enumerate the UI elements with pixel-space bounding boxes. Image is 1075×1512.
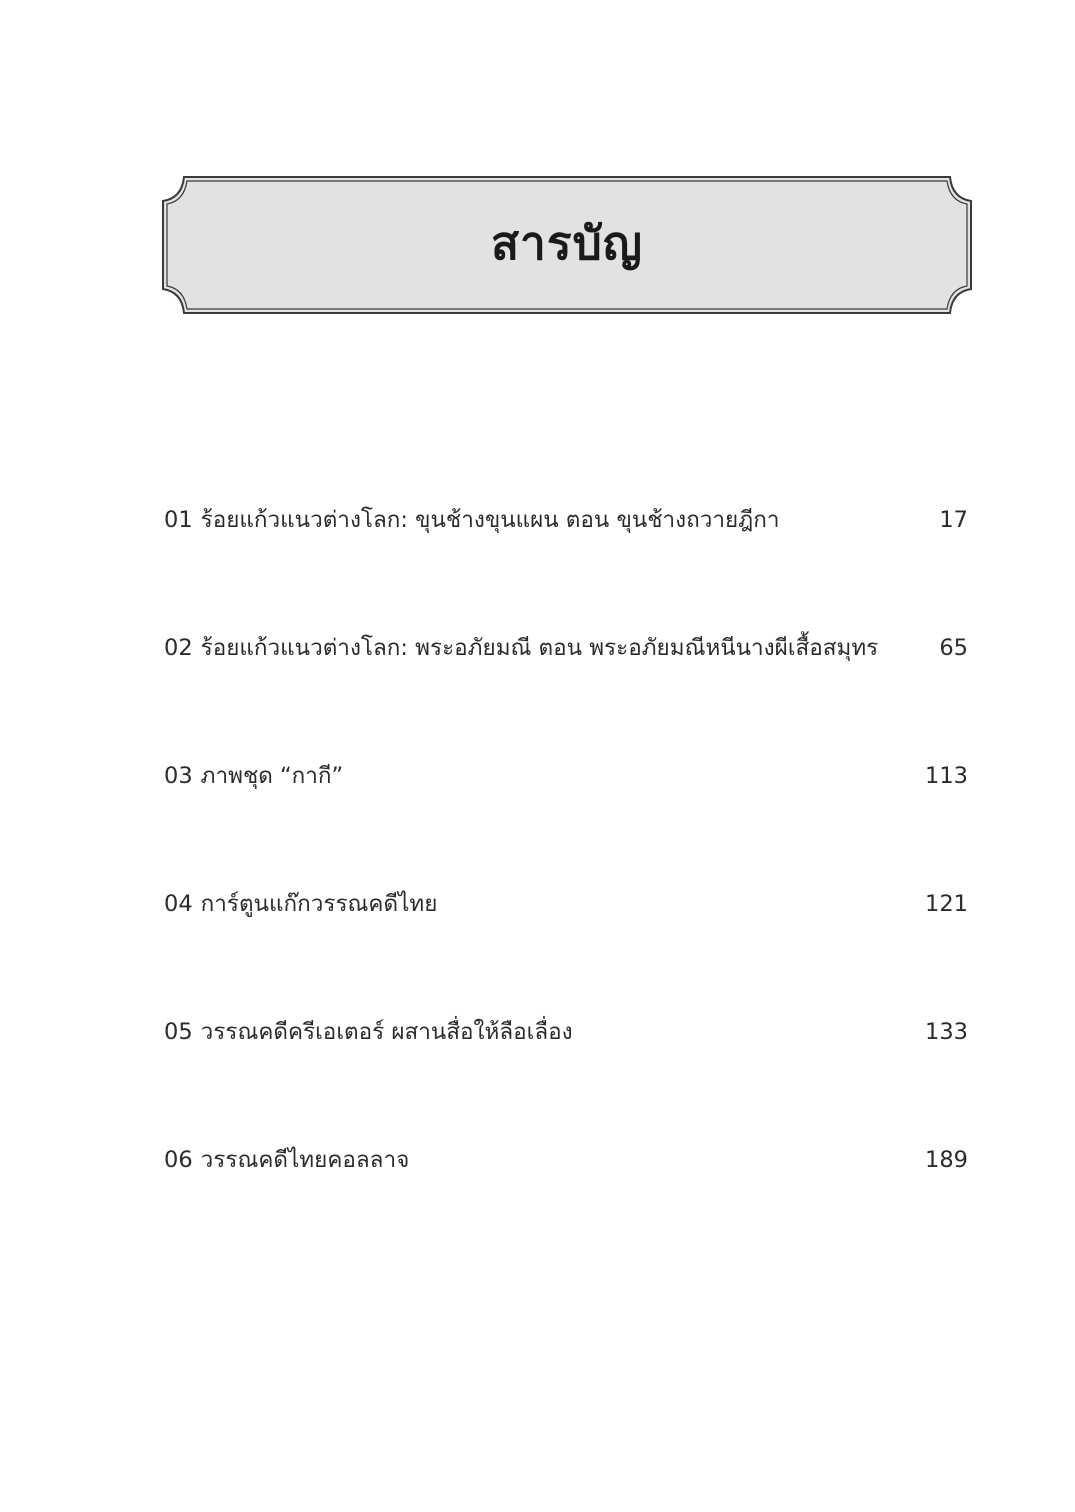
toc-page-number: 189 [925, 1147, 968, 1173]
toc-page-number: 113 [925, 763, 968, 789]
toc-item-05[interactable] [164, 1010, 970, 1138]
toc-item-06[interactable] [164, 1138, 970, 1266]
toc-entry [164, 498, 780, 542]
toc-item-01[interactable] [164, 498, 970, 626]
toc-page-number: 65 [939, 635, 968, 661]
toc-entry [164, 882, 437, 926]
title-banner [160, 174, 974, 316]
toc-page-number: 121 [925, 891, 968, 917]
toc-item-02[interactable] [164, 626, 970, 754]
toc-number: 04 [164, 891, 193, 917]
page-title: สารบัญ [490, 215, 643, 270]
toc-title: การ์ตูนแก๊กวรรณคดีไทย [200, 891, 438, 917]
toc-page-number: 133 [925, 1019, 968, 1045]
table-of-contents [164, 498, 970, 1266]
toc-title: ร้อยแก้วแนวต่างโลก: ขุนช้างขุนแผน ตอน ขุนช้างถวายฎีกา [200, 507, 780, 533]
toc-number: 01 [164, 507, 193, 533]
toc-number: 06 [164, 1147, 193, 1173]
toc-entry [164, 754, 343, 798]
toc-title: ภาพชุด “กากี” [200, 763, 344, 789]
toc-number: 05 [164, 1019, 193, 1045]
toc-page-number: 17 [939, 507, 968, 533]
toc-number: 03 [164, 763, 193, 789]
toc-entry [164, 1010, 573, 1054]
toc-title: ร้อยแก้วแนวต่างโลก: พระอภัยมณี ตอน พระอภัยมณีหนีนางผีเสื้อสมุทร [200, 635, 879, 661]
toc-title: วรรณคดีครีเอเตอร์ ผสานสื่อให้ลือเลื่อง [200, 1019, 573, 1045]
toc-entry [164, 1138, 409, 1182]
toc-item-03[interactable] [164, 754, 970, 882]
toc-item-04[interactable] [164, 882, 970, 1010]
toc-entry [164, 626, 878, 670]
toc-number: 02 [164, 635, 193, 661]
toc-title: วรรณคดีไทยคอลลาจ [200, 1147, 410, 1173]
